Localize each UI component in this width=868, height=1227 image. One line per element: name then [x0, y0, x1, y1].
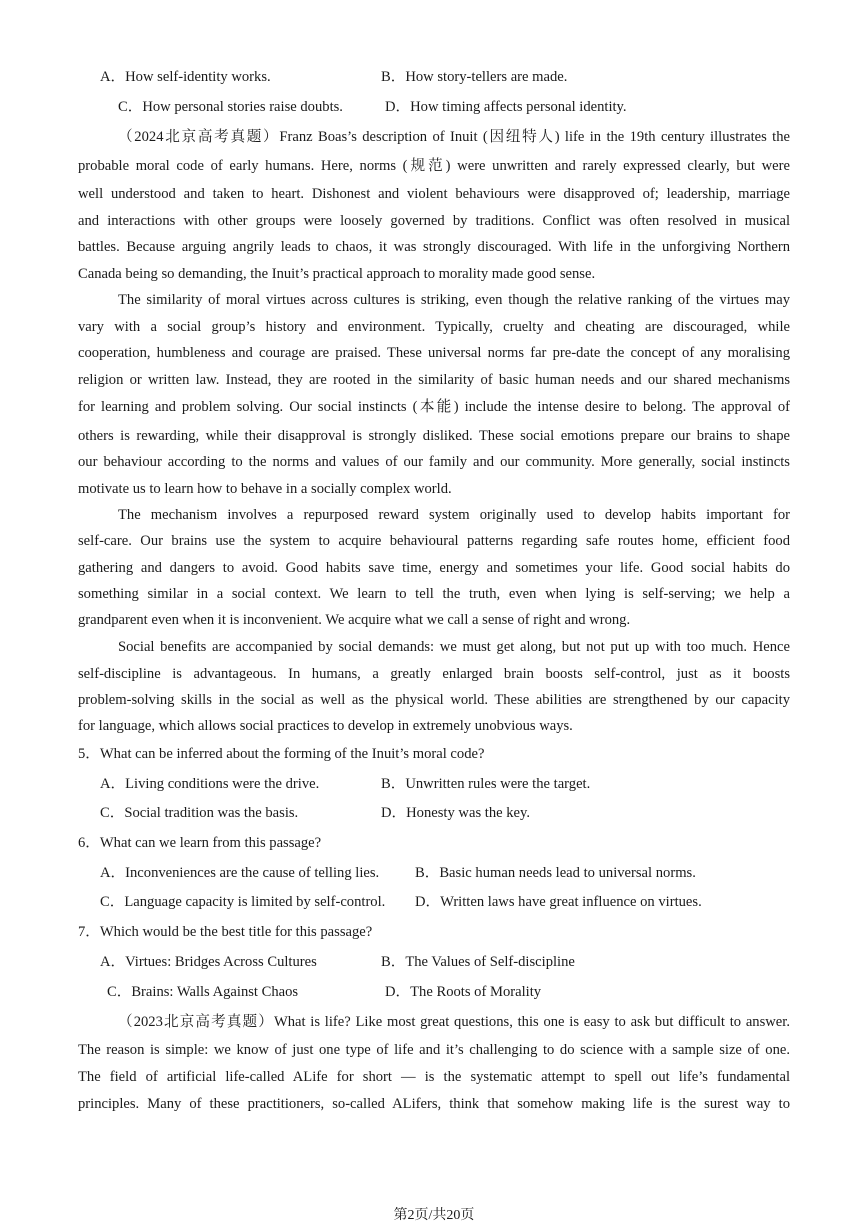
passage-line: The reason is simple: we know of just one type of life and it’s challenging to do science with a sample size of one. [78, 1042, 790, 1058]
q7-option-b: B．The Values of Self-discipline [381, 954, 575, 970]
passage-line: vary with a social group’s history and environment. Typically, cruelty and cheating are discouraged, while [78, 319, 790, 335]
passage-line: problem-solving skills in the social as well as the physical world. These abilities are strengthened by our capacity [78, 692, 790, 708]
question-7-stem: 7．Which would be the best title for this passage? [78, 924, 373, 940]
passage-line: probable moral code of early humans. Here, norms (规范) were unwritten and rarely expressed clearly, but were [78, 158, 790, 174]
passage-line: principles. Many of these practitioners, so-called ALifers, think that somehow making life is the surest way to [78, 1096, 790, 1112]
passage-line: Social benefits are accompanied by social demands: we must get along, but not put up with too much. Hence [118, 639, 790, 655]
question-5-stem: 5．What can be inferred about the forming of the Inuit’s moral code? [78, 746, 485, 762]
q5-option-c: C．Social tradition was the basis. [100, 805, 299, 821]
passage-line: for language, which allows social practices to develop in extremely unobvious ways. [78, 718, 573, 734]
passage-line: （2024北京高考真题）Franz Boas’s description of Inuit (因纽特人) life in the 19th century illustrates the [118, 129, 790, 145]
passage-line: The similarity of moral virtues across cultures is striking, even though the relative ranking of the virtues may [118, 292, 790, 308]
passage-line: for learning and problem solving. Our social instincts (本能) include the intense desire to belong. The approval of [78, 399, 790, 415]
passage-line: motivate us to learn how to behave in a socially complex world. [78, 481, 452, 497]
q4-option-d: D．How timing affects personal identity. [385, 99, 627, 115]
q6-option-b: B．Basic human needs lead to universal norms. [415, 865, 696, 881]
passage-line: religion or written law. Instead, they are rooted in the similarity of basic human needs and our shared mechanisms [78, 372, 790, 388]
passage-line: （2023北京高考真题）What is life? Like most great questions, this one is easy to ask but difficult to answer. [118, 1014, 790, 1030]
passage-line: cooperation, humbleness and courage are praised. These universal norms far pre-date the concept of any moralising [78, 345, 790, 361]
q5-option-d: D．Honesty was the key. [381, 805, 531, 821]
passage-line: our behaviour according to the norms and values of our family and our community. More generally, social instincts [78, 454, 790, 470]
q4-option-a: A．How self-identity works. [100, 69, 271, 85]
q6-option-c: C．Language capacity is limited by self-control. [100, 894, 386, 910]
passage-line: others is rewarding, while their disapproval is strongly disliked. These social emotions prepare our brains to shape [78, 428, 790, 444]
q4-option-c: C．How personal stories raise doubts. [118, 99, 343, 115]
q6-option-a: A．Inconveniences are the cause of telling lies. [100, 865, 380, 881]
passage-line: The mechanism involves a repurposed reward system originally used to develop habits important for [118, 507, 790, 523]
q4-option-b: B．How story-tellers are made. [381, 69, 568, 85]
q7-option-c: C．Brains: Walls Against Chaos [107, 984, 299, 1000]
q5-option-a: A．Living conditions were the drive. [100, 776, 320, 792]
page-number-footer: 第2页/共20页 [393, 1208, 475, 1223]
passage-line: The field of artificial life-called ALife for short — is the systematic attempt to spell out life’s fundamental [78, 1069, 790, 1085]
passage-line: grandparent even when it is inconvenient. We acquire what we call a sense of right and wrong. [78, 612, 631, 628]
q5-option-b: B．Unwritten rules were the target. [381, 776, 591, 792]
passage-line: well understood and taken to heart. Dishonest and violent behaviours were disapproved of; leadership, marriage [78, 186, 790, 202]
q7-option-a: A．Virtues: Bridges Across Cultures [100, 954, 317, 970]
passage-line: and interactions with other groups were loosely governed by traditions. Conflict was often resolved in musical [78, 213, 790, 229]
q6-option-d: D．Written laws have great influence on virtues. [415, 894, 702, 910]
passage-line: self-discipline is advantageous. In humans, a greatly enlarged brain boosts self-control, just as it boosts [78, 666, 790, 682]
passage-line: self-care. Our brains use the system to acquire behavioural patterns regarding safe routes home, efficient food [78, 533, 790, 549]
question-6-stem: 6．What can we learn from this passage? [78, 835, 322, 851]
passage-line: battles. Because arguing angrily leads to chaos, it was strongly discouraged. With life in the unforgiving Northern [78, 239, 790, 255]
q7-option-d: D．The Roots of Morality [385, 984, 542, 1000]
passage-line: gathering and dangers to avoid. Good habits save time, energy and sometimes your life. Good social habits do [78, 560, 790, 576]
passage-line: Canada being so demanding, the Inuit’s practical approach to morality made good sense. [78, 266, 596, 282]
passage-line: something similar in a social context. We learn to tell the truth, even when lying is self-serving; we help a [78, 586, 790, 602]
